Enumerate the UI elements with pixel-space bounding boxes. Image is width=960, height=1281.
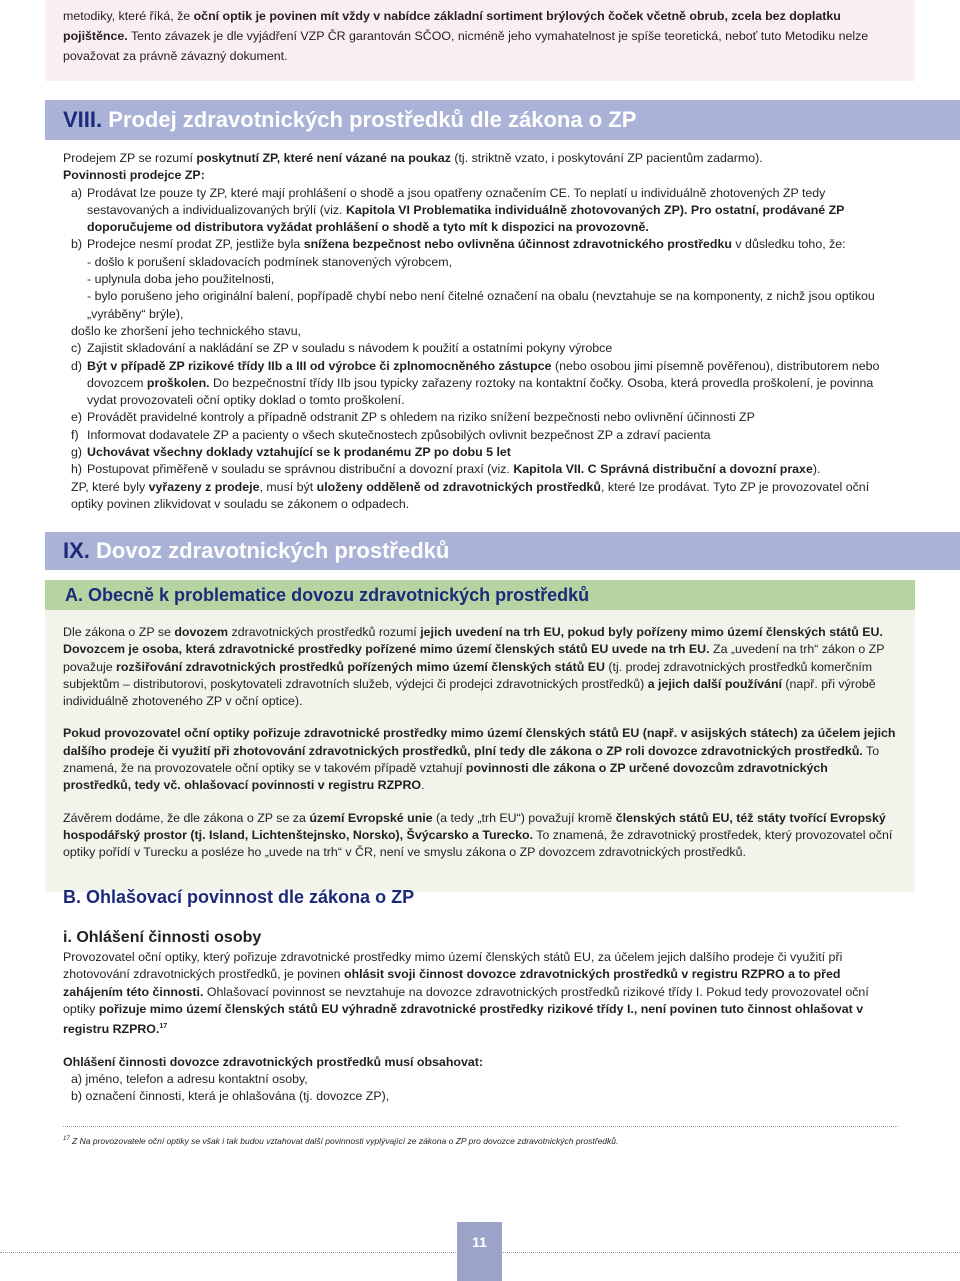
page-number: [457, 1222, 502, 1281]
s8-text: , které lze prodávat. Tyto ZP je provozovatel oční optiky povinen zlikvidovat v souladu se zákonem o odpadech.: [71, 479, 870, 511]
sa-bold: Pokud provozovatel oční optiky pořizuje zdravotnické prostředky mimo území členských států EU (např. v asijských státech) za účelem jejich dalšího prodeje či využití při zhotovování zdravotnických prostředků, plní tedy dle zákona o ZP roli dovozce zdravotnických prostředků.: [63, 726, 896, 758]
duty-label: a): [71, 185, 83, 200]
intro-text-2: Tento závazek je dle vyjádření VZP ČR garantován SČOO, nicméně jeho vymahatelnost je spíše teoretická, neboť tuto Metodiku nelze považovat za právně závazný dokument.: [63, 29, 869, 63]
duty-bold: proškolen.: [146, 375, 210, 390]
duties-heading: Povinnosti prodejce ZP:: [63, 168, 205, 183]
duty-b: [63, 236, 898, 253]
duty-text: Postupovat přiměřeně v souladu se správnou distribuční a dovozní praxí (viz.: [87, 462, 514, 477]
sa-bold: území Evropské unie: [309, 810, 433, 825]
section-b-title: B. Ohlašovací povinnost dle zákona o ZP: [63, 887, 415, 907]
duty-b-dash-1: - došlo k porušení skladovacích podmínek stanovených výrobcem,: [87, 254, 453, 269]
intro-bold-1: oční optik je povinen mít vždy v nabídce základní sortiment brýlových čoček včetně obrub, zcela bez doplatku pojištěnce.: [63, 9, 841, 43]
duty-label: b): [71, 237, 83, 252]
duty-text: Provádět pravidelné kontroly a případně odstranit ZP s ohledem na riziko snížení bezpečnosti nebo ovlivnění účinnosti ZP: [87, 410, 755, 425]
duty-c: [63, 340, 898, 357]
sa-bold: rozšiřování zdravotnických prostředků pořízených mimo území členských států EU: [116, 659, 605, 674]
duty-f: [63, 427, 898, 444]
section-9-number: IX.: [63, 538, 90, 563]
sb-bold: ohlásit svoji činnost dovozce zdravotnických prostředků v registru RZPRO a to před zahájením této činnosti.: [63, 967, 841, 999]
section-a-title: A. Obecně k problematice dovozu zdravotnických prostředků: [65, 585, 590, 605]
duty-text: v důsledku toho, že:: [731, 237, 846, 252]
sa-text: zdravotnických prostředků rozumí: [228, 625, 421, 639]
duty-bold: Kapitola VII. C Správná distribuční a dovozní praxe: [513, 462, 813, 477]
duty-text: Prodejce nesmí prodat ZP, jestliže byla: [87, 237, 304, 252]
section-8-content: [63, 150, 898, 513]
duty-bold: Být v případě ZP rizikové třídy IIb a III od výrobce či zplnomocněného zástupce: [87, 358, 552, 373]
sa-text: Dle zákona o ZP se: [63, 625, 175, 639]
sa-bold: dovozem: [174, 625, 229, 639]
sb-text: Provozovatel oční optiky, který pořizuje zdravotnické prostředky mimo území členských států EU, za účelem jejich dalšího prodeje či využití při zhotovování zdravotnických prostředků, je povinen: [63, 950, 843, 982]
s8-text: (tj. striktně vzato, i poskytování ZP pacientům zadarmo).: [450, 151, 763, 165]
sa-bold: jejich uvedení na trh EU, pokud byly pořízeny mimo území členských států EU. Dovozcem je osoba, která zdravotnické prostředky pořízené mimo území členských států EU uvede na trh EU.: [63, 625, 883, 657]
s8-bold: uloženy odděleně od zdravotnických prostředků: [316, 479, 601, 494]
duty-bold: Kapitola VI Problematika individuálně zhotovovaných ZP).: [345, 202, 688, 217]
duty-bold: Uchovávat všechny doklady vztahující se k prodanému ZP po dobu 5 let: [87, 445, 511, 460]
duty-g: [63, 444, 898, 461]
sa-text: (např. při výrobě individuálně zhotoveného ZP v oční optice).: [63, 676, 876, 709]
sa-text: (tj. prodej zdravotnických prostředků komerčním subjektům – distributorovi, poskytovateli zdravotních služeb, výdejci či prodejci zdravotnických prostředků): [63, 659, 873, 691]
s8-text: Prodejem ZP se rozumí: [63, 151, 197, 165]
duty-label: d): [71, 358, 83, 373]
sa-text: (a tedy „trh EU“) považují kromě: [432, 810, 616, 825]
duty-text: (nebo osobou jimi písemně pověřenou), distributorem nebo dovozcem: [87, 358, 880, 390]
section-a-paragraph-3: [63, 810, 898, 862]
intro-box: [45, 0, 915, 81]
s8-bold: vyřazeny z prodeje: [148, 479, 260, 494]
section-b-list-heading: Ohlášení činnosti dovozce zdravotnických prostředků musí obsahovat:: [63, 1054, 483, 1069]
sa-bold: a jejich další používání: [647, 676, 782, 691]
duty-label: h): [71, 462, 83, 477]
section-b-paragraph-1: [63, 949, 898, 1039]
section-b-list-item-1: a) jméno, telefon a adresu kontaktní osoby,: [71, 1071, 308, 1086]
section-8-header: [45, 100, 960, 140]
section-8-number: VIII.: [63, 107, 103, 132]
duty-bold: Pro ostatní, prodávané ZP doporučujeme od distributora vyžádat prohlášení o shodě a tyto mít k dispozici na provozovně.: [87, 202, 845, 235]
duty-text: Zajistit skladování a nakládání se ZP v souladu s návodem k použití a ostatními pokyny výrobce: [87, 341, 613, 356]
footnote: [63, 1136, 618, 1146]
section-9-header: [45, 532, 960, 570]
sa-text: Za „uvedení na trh“ zákon o ZP považuje: [63, 642, 885, 674]
sa-bold: členských států EU, též státy tvořící Evropský hospodářský prostor (tj. Island, Lichtenštejnsko, Norsko), Švýcarsko a Turecko.: [63, 810, 886, 842]
duty-e: [63, 409, 898, 426]
intro-text-1: metodiky, které říká, že: [63, 9, 194, 23]
footnote-text: Z Na provozovatele oční optiky se však i tak budou vztahovat další povinnosti vyplývající ze zákona o ZP pro dovozce zdravotnických prostředků.: [69, 1136, 619, 1146]
section-a-content: [63, 624, 898, 862]
sb-text: Ohlašovací povinnost se nevztahuje na dovozce zdravotnických prostředků rizikové třídy I. Pokud tedy provozovatel oční optiky: [63, 984, 869, 1016]
sa-text: To znamená, že na provozovatele oční optiky se v takovém případě vztahují: [63, 743, 880, 776]
duty-text: Prodávat lze pouze ty ZP, které mají prohlášení o shodě a jsou opatřeny označením CE. To neplatí u individuálně zhotovených ZP tedy sestavovaných a individualizovaných brýlí (viz.: [87, 185, 826, 217]
duty-text: Informovat dodavatele ZP a pacienty o všech skutečnostech způsobilých ovlivnit bezpečnost ZP a zdraví pacienta: [87, 427, 711, 442]
s8-text: ZP, které byly: [71, 479, 149, 494]
duty-h: [63, 461, 898, 478]
sa-text: Závěrem dodáme, že dle zákona o ZP se za: [63, 810, 310, 825]
page-number-text: 11: [472, 1234, 487, 1250]
duty-text: ).: [812, 462, 821, 477]
footnote-divider: [63, 1126, 898, 1127]
footnote-number: 17: [63, 1136, 70, 1143]
duty-b-end: došlo ke zhoršení jeho technického stavu,: [71, 323, 302, 338]
duty-a: [63, 185, 898, 237]
section-a-paragraph-2: [63, 725, 898, 794]
section-b-list-item-2: b) označení činnosti, která je ohlašována (tj. dovozce ZP),: [71, 1089, 390, 1104]
duty-bold: snížena bezpečnost nebo ovlivněna účinnost zdravotnického prostředku: [303, 237, 732, 252]
section-a-paragraph-1: [63, 624, 898, 710]
duty-d: [63, 358, 898, 410]
section-8-title: Prodej zdravotnických prostředků dle zákona o ZP: [102, 107, 637, 132]
duty-b-dash-2: - uplynula doba jeho použitelnosti,: [87, 272, 275, 287]
section-b-subtitle: i. Ohlášení činnosti osoby: [63, 929, 262, 946]
sa-bold: povinnosti dle zákona o ZP určené dovozcům zdravotnických prostředků, tedy vč. ohlašovací povinnosti v registru RZPRO: [63, 761, 828, 793]
duty-text: Do bezpečnostní třídy IIb jsou typicky zařazeny roztoky na kontaktní čočky. Osoba, která provedla proškolení, je povinna vydat provozovateli oční optiky doklad o tomto proškolení.: [87, 375, 874, 408]
footnote-ref: 17: [159, 1023, 168, 1031]
duty-label: g): [71, 445, 83, 460]
duty-label: e): [71, 410, 83, 425]
s8-bold: poskytnutí ZP, které není vázané na poukaz: [196, 151, 451, 165]
duty-label: f): [71, 427, 79, 442]
intro-paragraph: [45, 0, 903, 66]
sb-bold: pořizuje mimo území členských států EU výhradně zdravotnické prostředky rizikové třídy I., není povinen tuto činnost ohlašovat v registru RZPRO.: [63, 1001, 864, 1037]
section-9-title: Dovoz zdravotnických prostředků: [89, 538, 450, 563]
section-8-intro: [63, 150, 898, 167]
sa-text: To znamená, že zdravotnický prostředek, který provozovatel oční optiky pořídí v Turecku a posléze ho „uvede na trh“ v ČR, není ve smyslu zákona o ZP dovozcem zdravotnických prostředků.: [63, 827, 893, 860]
duty-b-dash-3: - bylo porušeno jeho originální balení, popřípadě chybí nebo není čitelné označení na obalu (nevztahuje se na komponenty, z nichž jsou optikou „vyráběny“ brýle),: [87, 289, 875, 321]
duty-label: c): [71, 341, 82, 356]
sa-text: .: [421, 778, 425, 793]
s8-text: , musí být: [259, 479, 317, 494]
section-a-header: [45, 580, 915, 610]
section-b-content: [63, 949, 898, 1106]
discarded-zp-paragraph: [63, 479, 898, 514]
